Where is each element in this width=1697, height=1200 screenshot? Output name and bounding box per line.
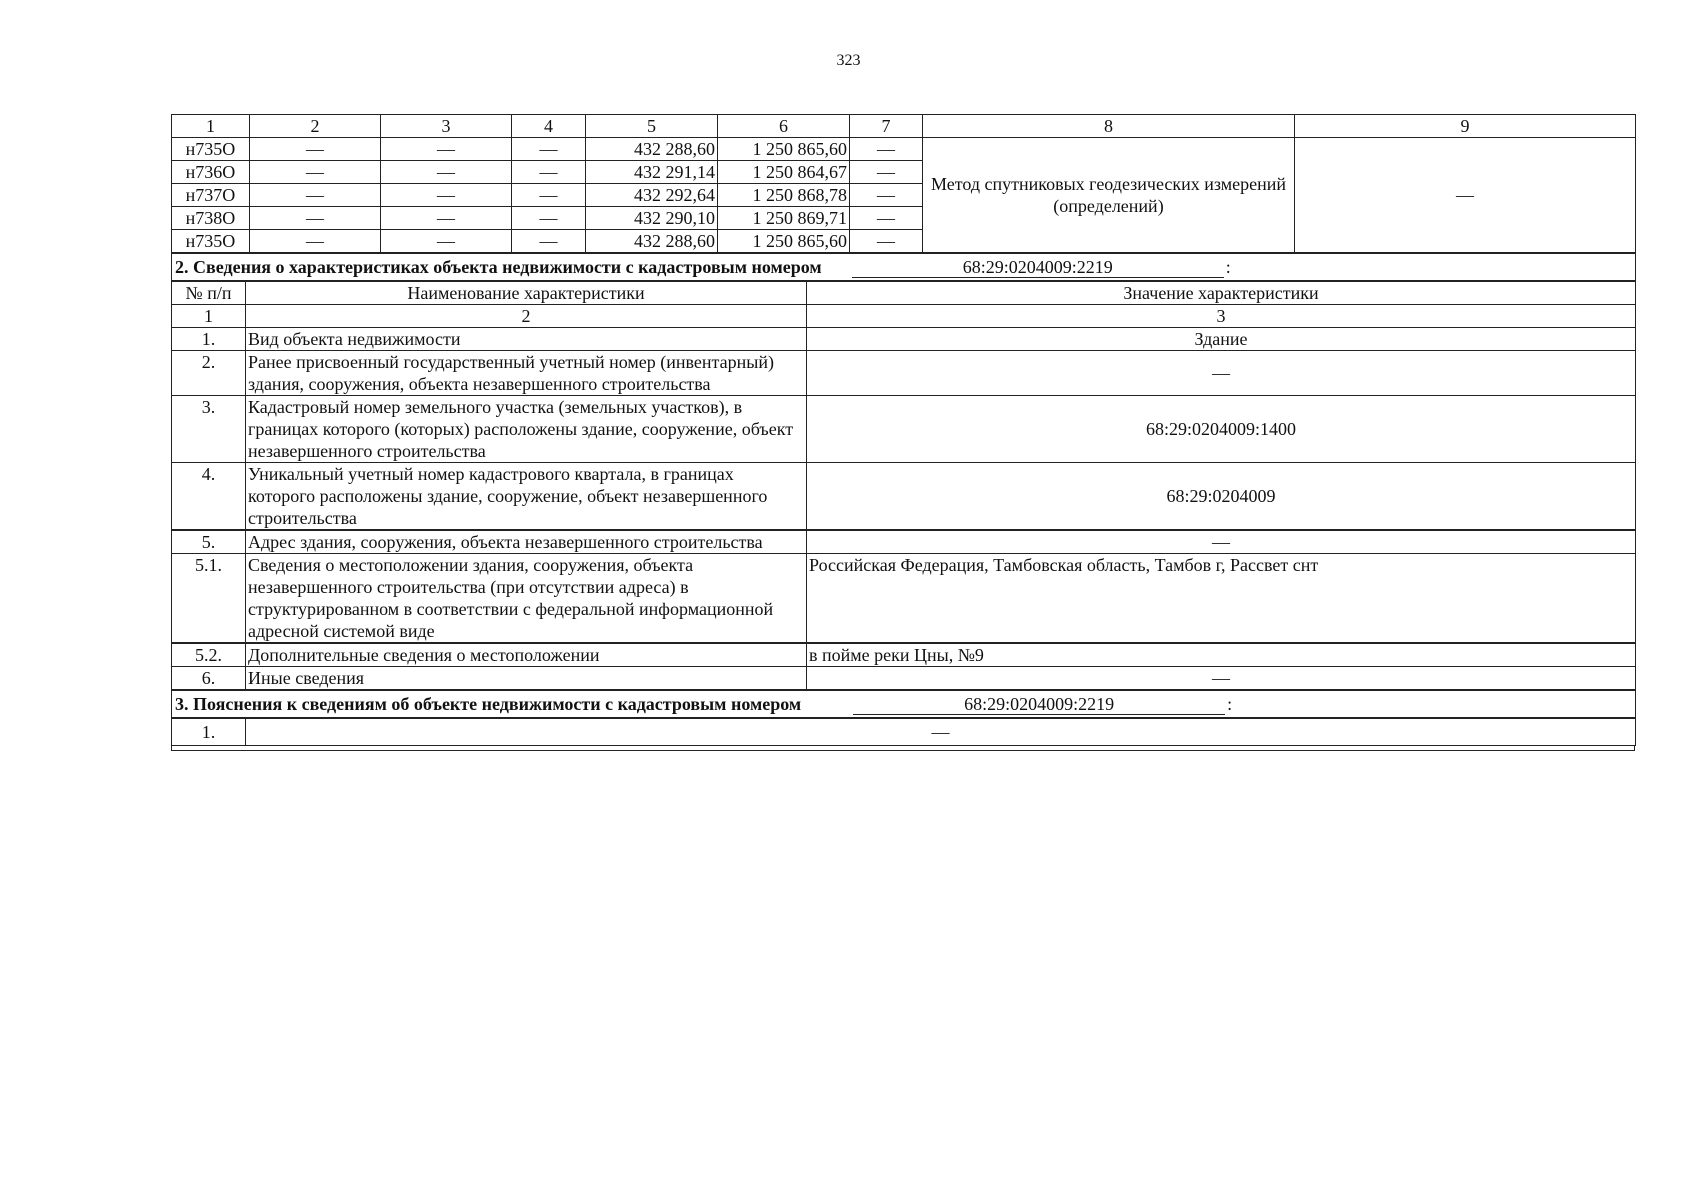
row-num: 4. — [172, 463, 246, 531]
characteristic-row — [172, 554, 1636, 644]
characteristic-row — [172, 643, 1636, 667]
explanation-value: — — [246, 718, 1636, 746]
coord-y: 1 250 864,67 — [718, 161, 850, 184]
characteristics-table — [171, 252, 1636, 690]
section2-colon: : — [1225, 257, 1231, 277]
row-num: 5. — [172, 530, 246, 554]
point-name: н737О — [172, 184, 250, 207]
characteristic-value: — — [807, 667, 1636, 690]
colnum-cell: 1 — [172, 305, 246, 328]
row-num: 3. — [172, 396, 246, 463]
characteristic-row — [172, 396, 1636, 463]
coords-cell: — — [512, 184, 586, 207]
header-num: № п/п — [172, 281, 246, 305]
document-sheet — [171, 114, 1635, 751]
section3-title-row — [172, 690, 1636, 718]
characteristic-value: в пойме реки Цны, №9 — [807, 643, 1636, 667]
section2-cadastral-number: 68:29:0204009:2219 — [852, 257, 1224, 278]
characteristic-row — [172, 463, 1636, 531]
coords-header-cell: 9 — [1295, 115, 1636, 138]
coord-x: 432 288,60 — [586, 230, 718, 253]
coord-y: 1 250 865,60 — [718, 138, 850, 161]
header-value: Значение характеристики — [807, 281, 1636, 305]
coord-y: 1 250 868,78 — [718, 184, 850, 207]
characteristic-value: 68:29:0204009:1400 — [807, 396, 1636, 463]
point-name: н735О — [172, 138, 250, 161]
coords-header-cell: 6 — [718, 115, 850, 138]
coord-x: 432 291,14 — [586, 161, 718, 184]
coords-cell: — — [250, 161, 381, 184]
coords-cell: — — [250, 207, 381, 230]
characteristics-colnum-row — [172, 305, 1636, 328]
characteristic-value: — — [807, 530, 1636, 554]
coords-header-cell: 3 — [381, 115, 512, 138]
section3-title: 3. Пояснения к сведениям об объекте недвижимости с кадастровым номером — [175, 694, 802, 714]
characteristic-row — [172, 667, 1636, 690]
row-num: 5.1. — [172, 554, 246, 644]
row-num: 1. — [172, 718, 246, 746]
header-name: Наименование характеристики — [246, 281, 807, 305]
coords-cell: — — [381, 230, 512, 253]
coords-header-cell: 7 — [850, 115, 923, 138]
coords-cell: — — [850, 161, 923, 184]
explanation-row — [172, 718, 1636, 746]
point-name: н736О — [172, 161, 250, 184]
coords-header-cell: 5 — [586, 115, 718, 138]
row-num: 2. — [172, 351, 246, 396]
coords-cell: — — [512, 161, 586, 184]
characteristics-header-row — [172, 281, 1636, 305]
coords-row — [172, 138, 1636, 161]
section2-title-row — [172, 253, 1636, 281]
characteristic-name: Адрес здания, сооружения, объекта незавершенного строительства — [246, 530, 807, 554]
colnum-cell: 2 — [246, 305, 807, 328]
col9-cell: — — [1295, 138, 1636, 253]
characteristic-name: Уникальный учетный номер кадастрового квартала, в границах которого расположены здание, сооружение, объект незавершенного строительства — [246, 463, 807, 531]
coords-cell: — — [512, 207, 586, 230]
method-cell: Метод спутниковых геодезических измерений (определений) — [923, 138, 1295, 253]
coords-cell: — — [381, 161, 512, 184]
row-num: 6. — [172, 667, 246, 690]
characteristic-row — [172, 351, 1636, 396]
coords-header-cell: 4 — [512, 115, 586, 138]
colnum-cell: 3 — [807, 305, 1636, 328]
characteristic-row — [172, 328, 1636, 351]
coords-cell: — — [850, 230, 923, 253]
coords-cell: — — [250, 230, 381, 253]
coords-header-cell: 1 — [172, 115, 250, 138]
coords-header-row — [172, 115, 1636, 138]
characteristic-name: Иные сведения — [246, 667, 807, 690]
characteristic-value: 68:29:0204009 — [807, 463, 1636, 531]
characteristic-value: Российская Федерация, Тамбовская область, Тамбов г, Рассвет снт — [807, 554, 1636, 644]
coordinates-table — [171, 114, 1636, 253]
coords-cell: — — [512, 230, 586, 253]
characteristic-name: Ранее присвоенный государственный учетный номер (инвентарный) здания, сооружения, объекта незавершенного строительства — [246, 351, 807, 396]
characteristic-row — [172, 530, 1636, 554]
row-num: 5.2. — [172, 643, 246, 667]
section3-cadastral-number: 68:29:0204009:2219 — [853, 694, 1225, 715]
characteristic-name: Кадастровый номер земельного участка (земельных участков), в границах которого (которых) расположены здание, сооружение, объект незавершенного строительства — [246, 396, 807, 463]
coords-cell: — — [850, 184, 923, 207]
coords-cell: — — [512, 138, 586, 161]
characteristic-name: Дополнительные сведения о местоположении — [246, 643, 807, 667]
characteristic-name: Сведения о местоположении здания, сооружения, объекта незавершенного строительства (при отсутствии адреса) в структурированном в соответствии с федеральной информационной адресной системой виде — [246, 554, 807, 644]
characteristic-value: Здание — [807, 328, 1636, 351]
coord-x: 432 290,10 — [586, 207, 718, 230]
coords-header-cell: 8 — [923, 115, 1295, 138]
coord-x: 432 288,60 — [586, 138, 718, 161]
coords-cell: — — [381, 184, 512, 207]
explanations-table — [171, 689, 1636, 746]
coord-y: 1 250 869,71 — [718, 207, 850, 230]
coords-cell: — — [250, 184, 381, 207]
coord-x: 432 292,64 — [586, 184, 718, 207]
coords-cell: — — [850, 138, 923, 161]
point-name: н735О — [172, 230, 250, 253]
characteristic-name: Вид объекта недвижимости — [246, 328, 807, 351]
table-bottom-border — [171, 746, 1635, 751]
page-number: 323 — [836, 52, 861, 69]
row-num: 1. — [172, 328, 246, 351]
section2-title: 2. Сведения о характеристиках объекта недвижимости с кадастровым номером — [175, 257, 822, 277]
coords-cell: — — [381, 207, 512, 230]
coord-y: 1 250 865,60 — [718, 230, 850, 253]
section3-colon: : — [1227, 694, 1233, 714]
coords-cell: — — [850, 207, 923, 230]
coords-header-cell: 2 — [250, 115, 381, 138]
coords-cell: — — [381, 138, 512, 161]
characteristic-value: — — [807, 351, 1636, 396]
point-name: н738О — [172, 207, 250, 230]
coords-cell: — — [250, 138, 381, 161]
